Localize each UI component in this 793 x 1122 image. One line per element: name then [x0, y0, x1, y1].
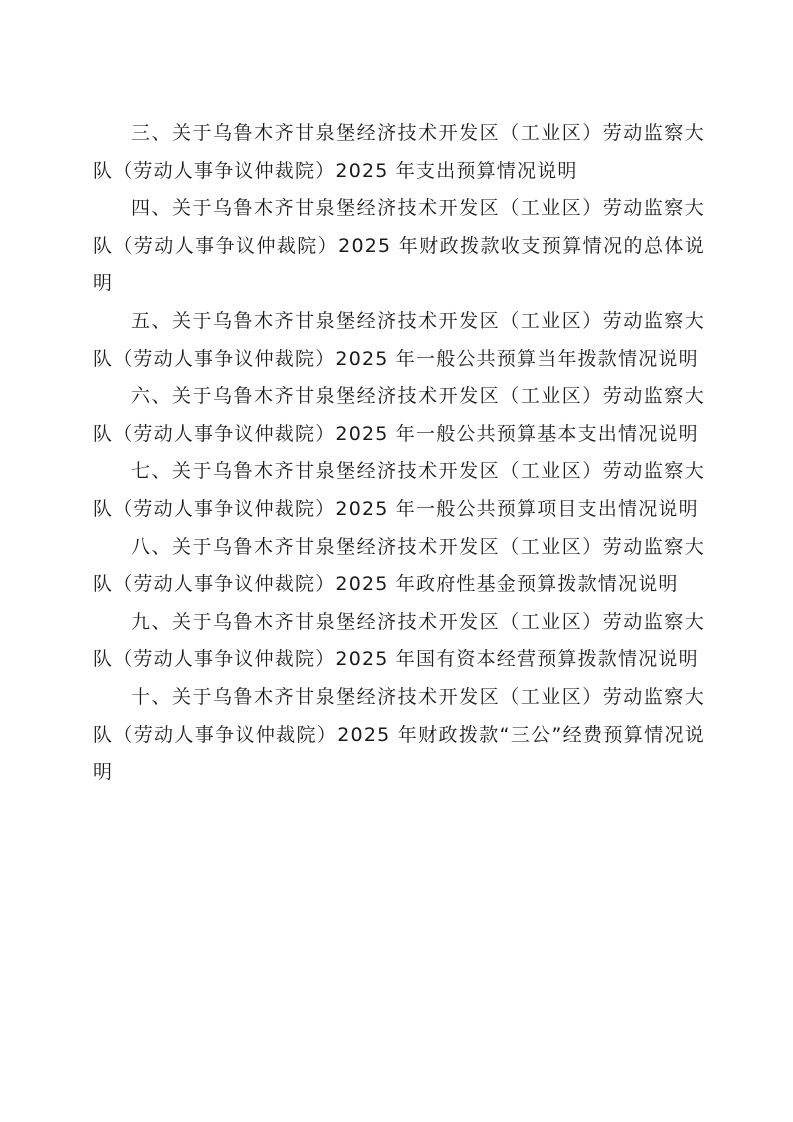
- toc-item-5: 五、关于乌鲁木齐甘泉堡经济技术开发区（工业区）劳动监察大队（劳动人事争议仲裁院）2025 年一般公共预算当年拨款情况说明: [93, 309, 705, 370]
- toc-item-8: 八、关于乌鲁木齐甘泉堡经济技术开发区（工业区）劳动监察大队（劳动人事争议仲裁院）2025 年政府性基金预算拨款情况说明: [93, 535, 705, 596]
- toc-item-3: 三、关于乌鲁木齐甘泉堡经济技术开发区（工业区）劳动监察大队（劳动人事争议仲裁院）2025 年支出预算情况说明: [93, 122, 705, 182]
- toc-item-9: 九、关于乌鲁木齐甘泉堡经济技术开发区（工业区）劳动监察大队（劳动人事争议仲裁院）2025 年国有资本经营预算拨款情况说明: [93, 610, 705, 671]
- toc-item-10: 十、关于乌鲁木齐甘泉堡经济技术开发区（工业区）劳动监察大队（劳动人事争议仲裁院）2025 年财政拨款“三公”经费预算情况说明: [93, 685, 705, 784]
- toc-item-4: 四、关于乌鲁木齐甘泉堡经济技术开发区（工业区）劳动监察大队（劳动人事争议仲裁院）2025 年财政拨款收支预算情况的总体说明: [93, 197, 705, 295]
- toc-item-7: 七、关于乌鲁木齐甘泉堡经济技术开发区（工业区）劳动监察大队（劳动人事争议仲裁院）2025 年一般公共预算项目支出情况说明: [93, 460, 705, 520]
- table-of-contents: [93, 115, 705, 792]
- toc-item-6: 六、关于乌鲁木齐甘泉堡经济技术开发区（工业区）劳动监察大队（劳动人事争议仲裁院）2025 年一般公共预算基本支出情况说明: [93, 385, 705, 445]
